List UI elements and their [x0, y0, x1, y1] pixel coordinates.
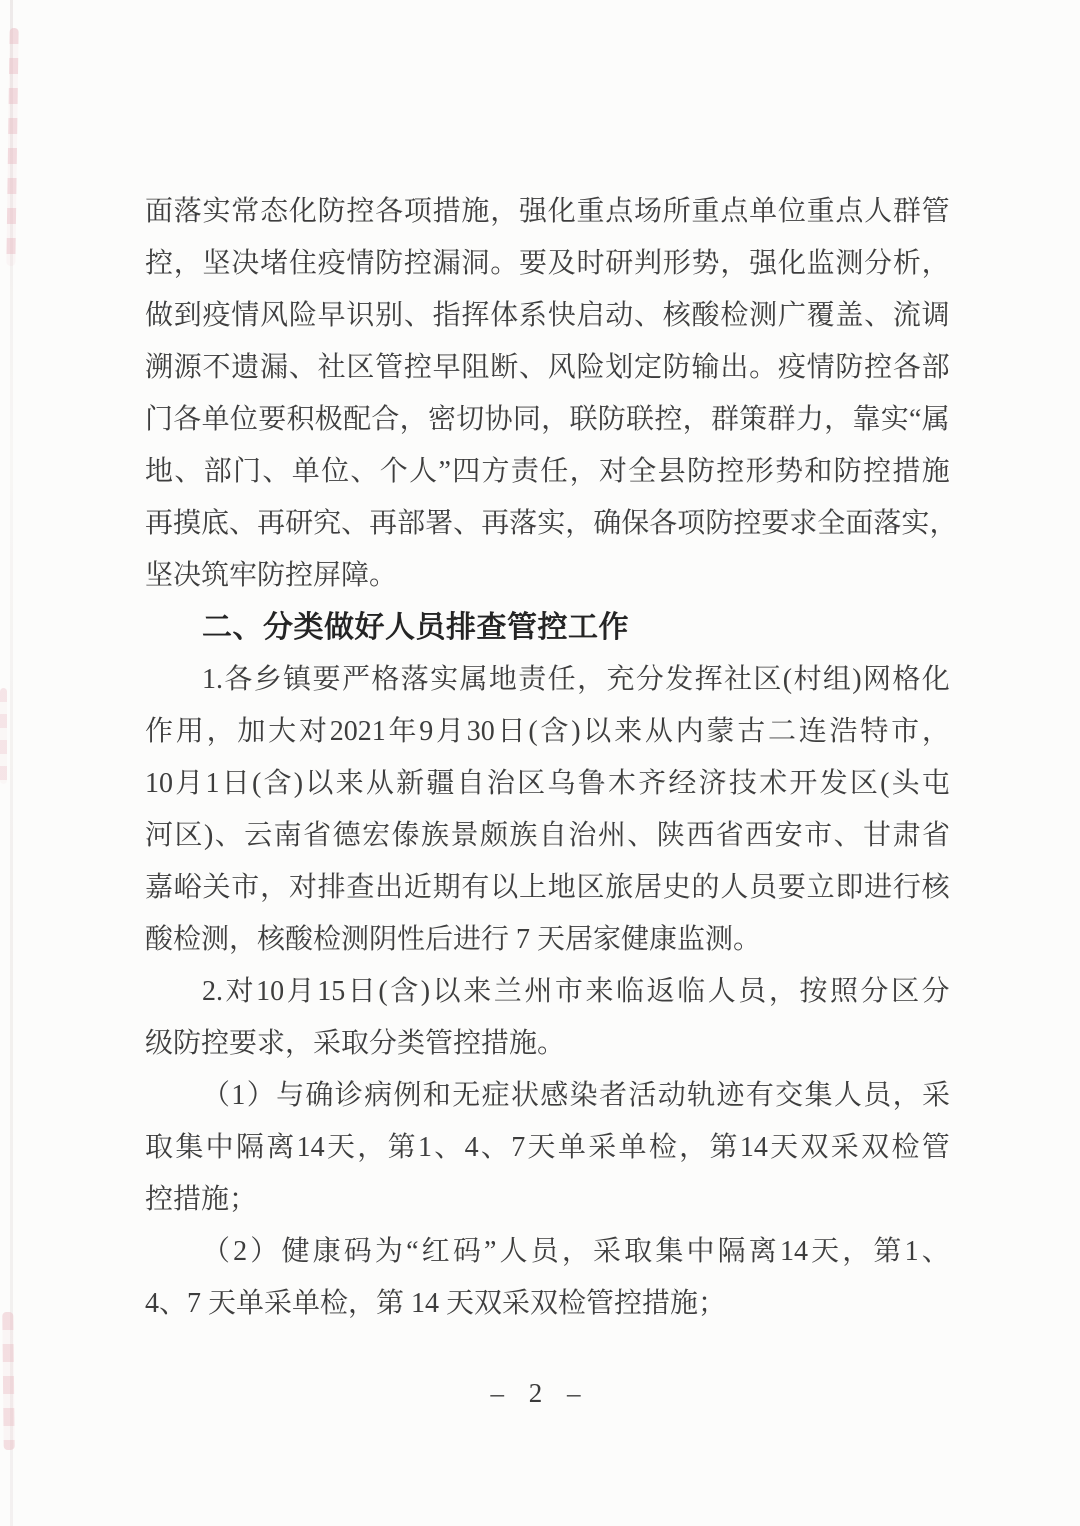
body-text-line: 4、7 天单采单检，第 14 天双采双检管控措施；	[145, 1288, 727, 1319]
body-text-line: 1. 各 乡 镇 要 严 格 落 实 属 地 责 任 ， 充 分 发 挥 社 区 ( 村 组 ) 网 格 化	[202, 664, 950, 695]
body-text-line: 10 月 1 日 ( 含 ) 以 来 从 新 疆 自 治 区 乌 鲁 木 齐 经 济 技 术 开 发 区 ( 头 屯	[145, 768, 950, 799]
body-text-line: 酸检测，核酸检测阴性后进行 7 天居家健康监测。	[145, 924, 762, 955]
body-text-line: 溯 源 不 遗 漏 、 社 区 管 控 早 阻 断 、 风 险 划 定 防 输 出 。 疫 情 防 控 各 部	[145, 352, 950, 383]
document-body	[145, 186, 958, 1330]
body-text-line: 河 区 ) 、 云 南 省 德 宏 傣 族 景 颇 族 自 治 州 、 陕 西 省 西 安 市 、 甘 肃 省	[145, 820, 950, 851]
page-number: – 2 –	[490, 1378, 590, 1408]
scan-artifact-top-left	[6, 28, 18, 266]
body-text-line: 2. 对 10 月 15 日 ( 含 ) 以 来 兰 州 市 来 临 返 临 人 员 ， 按 照 分 区 分	[202, 976, 950, 1007]
body-text-line: 地 、 部 门 、 单 位 、 个 人 ” 四 方 责 任 ， 对 全 县 防 控 形 势 和 防 控 措 施	[145, 456, 950, 487]
body-text-line: 嘉 峪 关 市 ， 对 排 查 出 近 期 有 以 上 地 区 旅 居 史 的 人 员 要 立 即 进 行 核	[145, 872, 950, 903]
scan-artifact-middle-left	[0, 688, 7, 784]
body-text-line: 面 落 实 常 态 化 防 控 各 项 措 施 ， 强 化 重 点 场 所 重 点 单 位 重 点 人 群 管	[145, 196, 950, 227]
body-text-line: 做 到 疫 情 风 险 早 识 别 、 指 挥 体 系 快 启 动 、 核 酸 检 测 广 覆 盖 、 流 调	[145, 300, 950, 331]
body-text-line: 坚决筑牢防控屏障。	[145, 560, 398, 591]
body-text-line: 控措施；	[145, 1184, 258, 1215]
section-heading: 二、分类做好人员排查管控工作	[202, 611, 629, 644]
body-text-line: 取 集 中 隔 离 14 天 ， 第 1 、 4 、 7 天 单 采 单 检 ， 第 14 天 双 采 双 检 管	[145, 1132, 950, 1163]
body-text-line: （ 2 ） 健 康 码 为 “ 红 码 ” 人 员 ， 采 取 集 中 隔 离 14 天 ， 第 1 、	[202, 1236, 950, 1267]
body-text-line: （ 1 ） 与 确 诊 病 例 和 无 症 状 感 染 者 活 动 轨 迹 有 交 集 人 员 ， 采	[202, 1080, 950, 1111]
body-text-line: 再 摸 底 、 再 研 究 、 再 部 署 、 再 落 实 ， 确 保 各 项 防 控 要 求 全 面 落 实 ，	[145, 508, 958, 539]
body-text-line: 门 各 单 位 要 积 极 配 合 ， 密 切 协 同 ， 联 防 联 控 ， 群 策 群 力 ， 靠 实 “ 属	[145, 404, 950, 435]
body-text-line: 控 ， 坚 决 堵 住 疫 情 防 控 漏 洞 。 要 及 时 研 判 形 势 ， 强 化 监 测 分 析 ，	[145, 248, 950, 279]
body-text-line: 作 用 ， 加 大 对 2021 年 9 月 30 日 ( 含 ) 以 来 从 内 蒙 古 二 连 浩 特 市 ，	[145, 716, 950, 747]
body-text-line: 级防控要求，采取分类管控措施。	[145, 1028, 566, 1059]
